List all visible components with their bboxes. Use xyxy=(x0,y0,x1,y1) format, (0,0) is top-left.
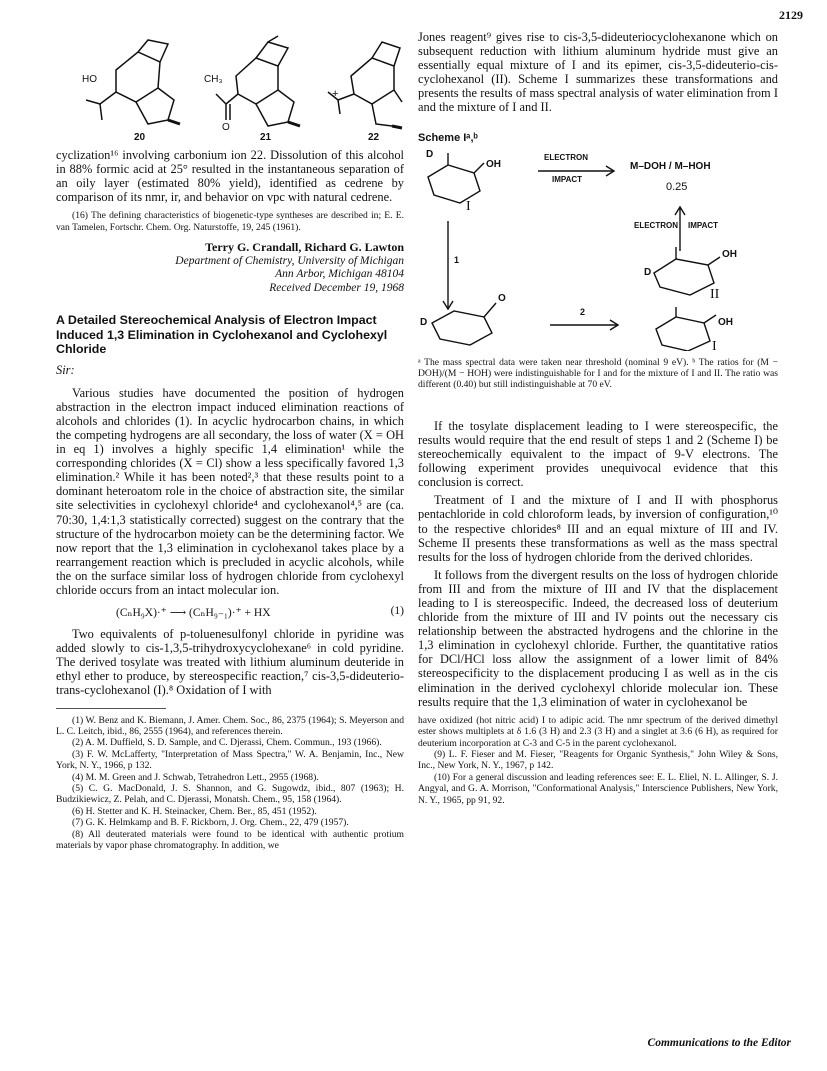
scheme-vert-label-impact: IMPACT xyxy=(688,220,719,230)
footnote-16-block xyxy=(56,210,404,233)
scheme-compound-II-label: II xyxy=(710,286,720,302)
scheme-step-1: 1 xyxy=(454,254,460,265)
footnote-4: (4) M. M. Green and J. Schwab, Tetrahedron Lett., 2955 (1968). xyxy=(72,771,319,783)
footnote-2: (2) A. M. Duffield, S. D. Sample, and C. Djerassi, Chem. Commun., 193 (1966). xyxy=(72,737,382,749)
footnote-16: (16) The defining characteristics of biogenetic-type syntheses are described in; E. E. van Tamelen, Fortschr. Chem. Org. Naturstoffe, 19, 245 (1961). xyxy=(56,210,404,233)
article-title: A Detailed Stereochemical Analysis of Electron Impact Induced 1,3 Elimination in Cyclohexanol and Cyclohexyl Chloride xyxy=(56,313,388,357)
left-column xyxy=(56,30,404,851)
scheme-d-2: D xyxy=(644,266,652,278)
scheme-diagram xyxy=(418,148,778,354)
scheme-1 xyxy=(418,131,778,391)
scheme-d-1: D xyxy=(426,148,434,160)
equation-number: (1) xyxy=(390,605,404,618)
scheme-result-label: M–DOH / M–HOH xyxy=(630,160,711,172)
scheme-d-ketone: D xyxy=(420,316,428,328)
footnote-3: (3) F. W. McLafferty, "Interpretation of Mass Spectra," W. A. Benjamin, Inc., New York, N. Y., 1966, p 132. xyxy=(56,748,404,772)
page-number: 2129 xyxy=(779,8,803,22)
salutation: Sir: xyxy=(56,362,75,377)
right-paragraph-b: Treatment of I and the mixture of I and II with phosphorus pentachloride in cold chloroform leads, by inversion of configuration,¹⁰ to the respective chlorides⁸ III and an equal mixture of III and IV. Scheme II presents these transformations as well as the mass spectral results for the loss of hydrogen chloride from the derived chlorides. xyxy=(418,493,778,564)
right-body xyxy=(418,419,778,709)
footnote-5: (5) C. G. MacDonald, J. S. Shannon, and G. Sugowdz, ibid., 807 (1963); H. Budzikiewicz, Z. Pelah, and C. Djerassi, Monatsh. Chem., 95, 158 (1964). xyxy=(56,783,404,806)
scheme-result-value: 0.25 xyxy=(666,180,688,193)
journal-footer: Communications to the Editor xyxy=(647,1037,791,1049)
structures-20-21-22 xyxy=(56,30,404,148)
scheme-oh-2: OH xyxy=(722,248,737,260)
scheme-compound-I-label: I xyxy=(466,198,471,214)
equation-1 xyxy=(56,605,404,619)
scheme-arrow-label-electron: ELECTRON xyxy=(544,152,588,162)
right-footnotes xyxy=(418,715,778,806)
right-top-paragraph: Jones reagent⁹ gives rise to cis-3,5-dideuteriocyclohexanone which on subsequent reduction with lithium aluminum hydride must give an essentially equal mixture of I and its epimer, cis-3,5-dideuterio-cis-cyclohexanol (II). Scheme I summarizes these transformations and presents the results of mass spectral analysis of water elimination from I and the mixture of I and II. xyxy=(418,30,778,115)
signature-department: Department of Chemistry, University of Michigan xyxy=(175,254,404,267)
right-paragraph-a: If the tosylate displacement leading to I were stereospecific, the results would require that the end result of steps 1 and 2 (Scheme I) be stereochemically equivalent to the impact of 9-V electrons. The following experiment provides unequivocal evidence that this conclusion is correct. xyxy=(418,418,778,490)
scheme-caption: ᵃ The mass spectral data were taken near threshold (nominal 9 eV). ᵇ The ratios for (M − DOH)/(M − HOH) were indistinguishable for I and for the mixture of I and II. The ratio was different (0.40) but still indistinguishable at 70 eV. xyxy=(418,356,778,391)
footnote-separator xyxy=(56,708,166,709)
scheme-o-ketone: O xyxy=(498,292,506,304)
signature-authors: Terry G. Crandall, Richard G. Lawton xyxy=(205,240,404,255)
signature-city: Ann Arbor, Michigan 48104 xyxy=(275,268,404,281)
structure-label-20: 20 xyxy=(134,132,146,143)
structure-22-charge: + xyxy=(332,88,339,100)
scheme-title: Scheme Iᵃ,ᵇ xyxy=(418,131,478,144)
footnote-8-continued: have oxidized (hot nitric acid) I to adipic acid. The nmr spectrum of the derived dimethyl ester shows multiplets at δ 1.6 (3 H) and 2.3 (3 H) and a singlet at 3.6 (6 H), as required for deuterium incorporation at C-3 and C-5 in the parent cyclohexanol. xyxy=(418,714,778,749)
footnote-9: (9) L. F. Fieser and M. Fieser, "Reagents for Organic Synthesis," John Wiley & Sons, Inc., New York, N. Y., 1967, p 142. xyxy=(418,748,778,772)
signature-block xyxy=(56,241,404,295)
structure-21-substituent: CH₃ xyxy=(204,74,223,85)
continuation-paragraph: cyclization¹⁶ involving carbonium ion 22. Dissolution of this alcohol in 88% formic acid at 25° resulted in the instantaneous separation of an oily layer (estimated 80% yield), identified as cedrene by comparison of its nmr, ir, and behavior on vpc with natural cedrene. xyxy=(56,148,404,205)
body-paragraph-1: Various studies have documented the position of hydrogen abstraction in the electron impact induced elimination reactions of alcohols and chlorides (1). In acyclic hydrocarbon chains, in which the competing hydrogens are all secondary, the loss of water (X = OH in eq 1) involves a highly specific 1,4 elimination¹ while the corresponding chlorides (X = Cl) show a less specifically favored 1,3 elimination.² While it has been noted²,³ that these results point to a dominant heteroatom role in the choice of abstraction site, the similar site selectivities in cyclohexyl chloride⁴ and cyclohexanol⁴,⁵ are (ca. 70:30, 1,4:1,3 statistically corrected) suggest on the contrary that the structure of the hydrocarbon moiety can be the determining factor. We now report that the 1,3 elimination in cyclohexanol takes place by a rearrangement reaction which is precluded in acyclic alcohols, while the on the surface similar loss of hydrogen chloride from cyclohexyl chloride occurs from an intact molecular ion. xyxy=(56,385,404,597)
footnote-8: (8) All deuterated materials were found to be identical with authentic protium materials by vapor phase chromatography. In addition, we xyxy=(56,828,404,852)
footnote-7: (7) G. K. Helmkamp and B. F. Rickborn, J. Org. Chem., 22, 479 (1957). xyxy=(72,817,349,829)
left-footnotes xyxy=(56,715,404,852)
structure-21-oxygen: O xyxy=(222,122,230,133)
footnote-10: (10) For a general discussion and leading references see: E. L. Eliel, N. L. Allinger, S. J. Angyal, and G. A. Morrison, "Conformational Analysis," Interscience Publishers, New York, N. Y., 1965, pp 91, 92. xyxy=(418,771,778,806)
scheme-arrow-label-impact: IMPACT xyxy=(552,174,583,184)
scheme-oh-1: OH xyxy=(486,158,501,170)
cedrane-structures-figure xyxy=(56,30,404,148)
signature-received: Received December 19, 1968 xyxy=(269,281,404,294)
right-column xyxy=(418,30,778,806)
body-paragraph-2: Two equivalents of p-toluenesulfonyl chloride in pyridine was added slowly to cis-1,3,5-trihydroxycyclohexane⁶ in cold pyridine. The derived tosylate was treated with lithium aluminum deuteride in ethyl ether to produce, by stereospecific reaction,⁷ cis-3,5-dideuterio-trans-cyclohexanol (I).⁸ Oxidation of I with xyxy=(56,627,404,698)
structure-label-22: 22 xyxy=(368,132,380,143)
scheme-oh-3: OH xyxy=(718,316,733,328)
structure-20-substituent: HO xyxy=(82,74,97,85)
right-paragraph-c: It follows from the divergent results on the loss of hydrogen chloride from III and from the mixture of III and IV that the displacement leading to I is stereospecific. Indeed, the decreased loss of deuterium chloride from the mixture of III and IV points out the necessary cis relationship between the abstracted hydrogens and the chlorine in the 1,3 elimination in cyclohexyl chloride. Further, the quantitative ratios for DCl/HCl loss allow the assignment of a lower limit of 84% stereospecificity to the displacement producing I as well as in the cis elimination in the derived cyclohexyl chloride molecular ion. These results require that the 1,3 elimination of water in cyclohexanol be xyxy=(418,567,778,709)
structure-label-21: 21 xyxy=(260,132,272,143)
scheme-vert-label-electron: ELECTRON xyxy=(634,220,678,230)
scheme-step-2: 2 xyxy=(580,306,586,317)
footnote-6: (6) H. Stetter and K. H. Steinacker, Chem. Ber., 85, 451 (1952). xyxy=(72,805,317,817)
equation-body: (CₙH₉X)·⁺ ⟶ (CₙH₉₋₁)·⁺ + HX xyxy=(116,607,271,620)
scheme-compound-I-label-2: I xyxy=(712,338,717,354)
footnote-1: (1) W. Benz and K. Biemann, J. Amer. Chem. Soc., 86, 2375 (1964); S. Meyerson and L. C. Leitch, ibid., 86, 2555 (1964), and references therein. xyxy=(56,714,404,737)
